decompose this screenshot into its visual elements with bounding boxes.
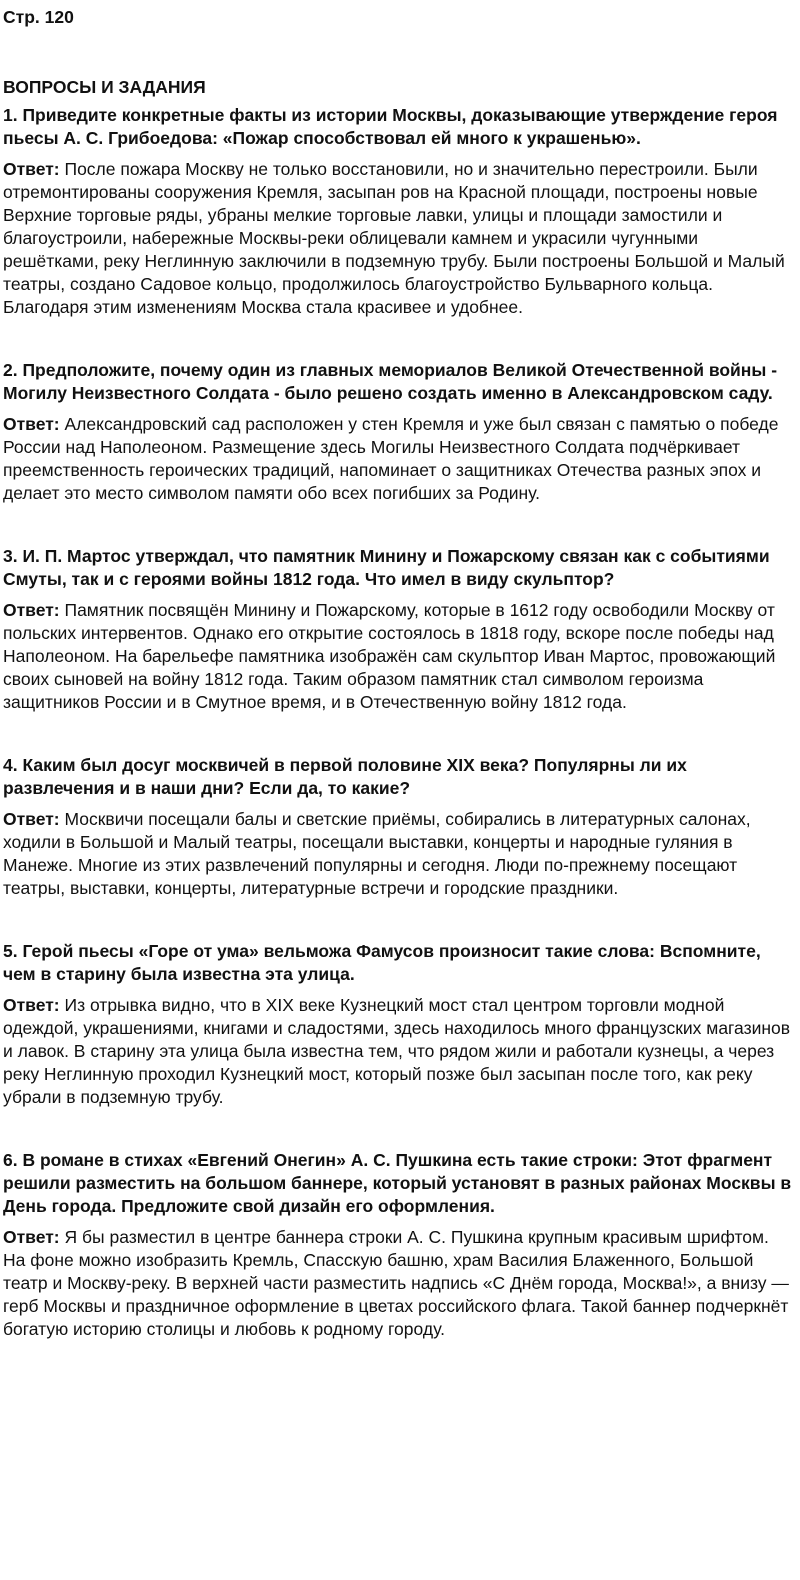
answer-label: Ответ:	[3, 995, 60, 1015]
section-title: ВОПРОСЫ И ЗАДАНИЯ	[3, 77, 206, 97]
answer-6	[3, 1226, 792, 1341]
qa-item-3	[3, 545, 792, 714]
question-1: 1. Приведите конкретные факты из истории Москвы, доказывающие утверждение героя пьесы А. С. Грибоедова: «Пожар способствовал ей много к украшенью».	[3, 105, 778, 148]
answer-text-4: Москвичи посещали балы и светские приёмы, собирались в литературных салонах, ходили в Большой и Малый театры, посещали выставки, концерты и народные гуляния в Манеже. Многие из этих развлечений популярны и сегодня. Люди по-прежнему посещают театры, выставки, концерты, литературные встречи и городские праздники.	[3, 809, 751, 898]
page-number: Стр. 120	[3, 7, 74, 27]
answer-label: Ответ:	[3, 600, 60, 620]
answer-1	[3, 158, 792, 319]
question-3: 3. И. П. Мартос утверждал, что памятник Минину и Пожарскому связан как с событиями Смуты, так и с героями войны 1812 года. Что имел в виду скульптор?	[3, 546, 770, 589]
question-6: 6. В романе в стихах «Евгений Онегин» А. С. Пушкина есть такие строки: Этот фрагмент решили разместить на большом баннере, который установят в разных районах Москвы в День города. Предложите свой дизайн его оформления.	[3, 1150, 792, 1216]
qa-item-4	[3, 754, 792, 900]
qa-item-1	[3, 104, 792, 319]
question-5: 5. Герой пьесы «Горе от ума» вельможа Фамусов произносит такие слова: Вспомните, чем в старину была известна эта улица.	[3, 941, 761, 984]
answer-2	[3, 413, 792, 505]
qa-item-5	[3, 940, 792, 1109]
answer-text-2: Александровский сад расположен у стен Кремля и уже был связан с памятью о победе России над Наполеоном. Размещение здесь Могилы Неизвестного Солдата подчёркивает преемственность героических традиций, напоминает о защитниках Отечества разных эпох и делает это место символом памяти обо всех погибших за Родину.	[3, 414, 779, 503]
qa-item-2	[3, 359, 792, 505]
answer-5	[3, 994, 792, 1109]
answer-text-1: После пожара Москву не только восстановили, но и значительно перестроили. Были отремонтированы сооружения Кремля, засыпан ров на Красной площади, построены новые Верхние торговые ряды, убраны мелкие торговые лавки, улицы и площади замостили и благоустроили, набережные Москвы-реки облицевали камнем и украсили чугунными решётками, реку Неглинную заключили в подземную трубу. Были построены Большой и Малый театры, создано Садовое кольцо, продолжилось благоустройство Бульварного кольца. Благодаря этим изменениям Москва стала красивее и удобнее.	[3, 159, 785, 317]
answer-text-3: Памятник посвящён Минину и Пожарскому, которые в 1612 году освободили Москву от польских интервентов. Однако его открытие состоялось в 1818 году, вскоре после победы над Наполеоном. На барельефе памятника изображён сам скульптор Иван Мартос, провожающий своих сыновей на войну 1812 года. Таким образом памятник стал символом героизма защитников России и в Смутное время, и в Отечественную войну 1812 года.	[3, 600, 776, 712]
answer-label: Ответ:	[3, 414, 60, 434]
answer-label: Ответ:	[3, 159, 60, 179]
answer-text-6: Я бы разместил в центре баннера строки А. С. Пушкина крупным красивым шрифтом. На фоне можно изобразить Кремль, Спасскую башню, храм Василия Блаженного, Большой театр и Москву-реку. В верхней части разместить надпись «С Днём города, Москва!», а внизу — герб Москвы и праздничное оформление в цветах российского флага. Такой баннер подчеркнёт богатую историю столицы и любовь к родному городу.	[3, 1227, 789, 1339]
answer-4	[3, 808, 792, 900]
question-4: 4. Каким был досуг москвичей в первой половине XIX века? Популярны ли их развлечения и в наши дни? Если да, то какие?	[3, 755, 687, 798]
answer-label: Ответ:	[3, 809, 60, 829]
question-2: 2. Предположите, почему один из главных мемориалов Великой Отечественной войны - Могилу Неизвестного Солдата - было решено создать именно в Александровском саду.	[3, 360, 778, 403]
answer-text-5: Из отрывка видно, что в XIX веке Кузнецкий мост стал центром торговли модной одеждой, украшениями, книгами и сладостями, здесь находилось много французских магазинов и лавок. В старину эта улица была известна тем, что рядом жили и работали кузнецы, а через реку Неглинную проходил Кузнецкий мост, который позже был засыпан после того, как реку убрали в подземную трубу.	[3, 995, 791, 1107]
answer-label: Ответ:	[3, 1227, 60, 1247]
answer-3	[3, 599, 792, 714]
qa-item-6	[3, 1149, 792, 1341]
